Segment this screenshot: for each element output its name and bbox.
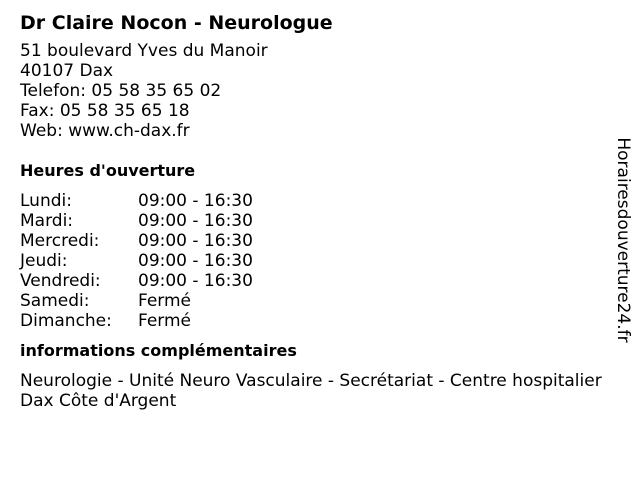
time-value: Fermé	[138, 291, 192, 311]
hours-row	[20, 311, 620, 331]
hours-row	[20, 211, 620, 231]
time-value: 09:00 - 16:30	[138, 191, 253, 211]
time-value: 09:00 - 16:30	[138, 251, 253, 271]
hours-table	[20, 191, 620, 331]
fax-line: Fax: 05 58 35 65 18	[20, 101, 190, 121]
address-line: 51 boulevard Yves du Manoir	[20, 41, 268, 61]
brand-watermark: Horairesdouverture24.fr	[613, 137, 633, 343]
phone-line: Telefon: 05 58 35 65 02	[20, 81, 222, 101]
hours-heading: Heures d'ouverture	[20, 161, 196, 180]
time-value: Fermé	[138, 311, 192, 331]
page-title: Dr Claire Nocon - Neurologue	[20, 12, 333, 34]
city-line: 40107 Dax	[20, 61, 114, 81]
day-label: Vendredi:	[20, 271, 101, 291]
hours-row	[20, 231, 620, 251]
info-text: Neurologie - Unité Neuro Vasculaire - Secrétariat - Centre hospitalier Dax Côte d'Argent	[20, 371, 602, 411]
day-label: Dimanche:	[20, 311, 112, 331]
day-label: Samedi:	[20, 291, 90, 311]
time-value: 09:00 - 16:30	[138, 271, 253, 291]
time-value: 09:00 - 16:30	[138, 231, 253, 251]
hours-row	[20, 251, 620, 271]
day-label: Lundi:	[20, 191, 72, 211]
day-label: Jeudi:	[20, 251, 68, 271]
hours-row	[20, 291, 620, 311]
hours-row	[20, 191, 620, 211]
info-heading: informations complémentaires	[20, 341, 297, 360]
hours-row	[20, 271, 620, 291]
web-line: Web: www.ch-dax.fr	[20, 121, 190, 141]
listing-card	[20, 10, 620, 411]
time-value: 09:00 - 16:30	[138, 211, 253, 231]
day-label: Mardi:	[20, 211, 74, 231]
contact-block	[20, 41, 620, 141]
day-label: Mercredi:	[20, 231, 100, 251]
